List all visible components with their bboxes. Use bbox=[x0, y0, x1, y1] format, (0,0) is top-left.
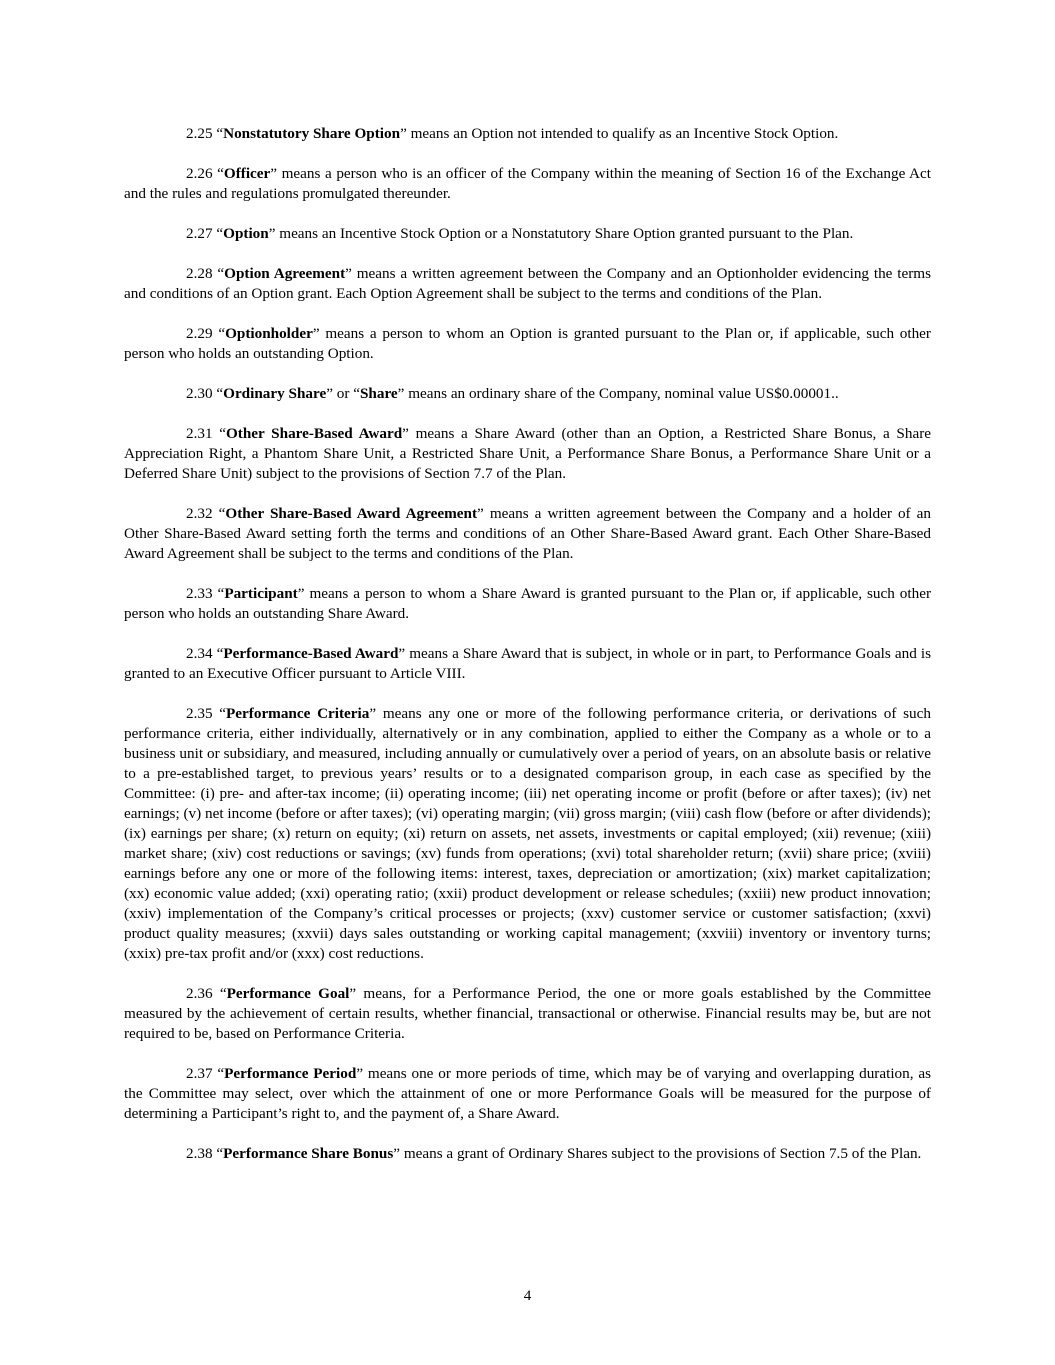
definition-text: means an ordinary share of the Company, nominal value US$0.00001.. bbox=[404, 385, 839, 402]
defined-term: Optionholder bbox=[225, 325, 313, 342]
definition-2-38: 2.38 “Performance Share Bonus” means a grant of Ordinary Shares subject to the provisions of Section 7.5 of the Plan. bbox=[186, 1145, 922, 1162]
defined-term: Nonstatutory Share Option bbox=[223, 125, 401, 142]
definition-text: means a person who is an officer of the Company within the meaning of Section 16 of the Exchange Act and the rules and regulations promulgated thereunder. bbox=[124, 165, 931, 202]
defined-term: Participant bbox=[224, 585, 298, 602]
defined-term: Performance Goal bbox=[226, 985, 350, 1002]
definition-number: 2.37 bbox=[186, 1065, 213, 1082]
defined-term-alt: Share bbox=[359, 385, 398, 402]
definition-2-29: 2.29 “Optionholder” means a person to whom an Option is granted pursuant to the Plan or, if applicable, such other person who holds an outstanding Option. bbox=[124, 325, 931, 362]
defined-term: Performance Share Bonus bbox=[223, 1145, 394, 1162]
definition-number: 2.32 bbox=[186, 505, 213, 522]
page-number: 4 bbox=[523, 1287, 532, 1304]
definition-number: 2.27 bbox=[186, 225, 213, 242]
definition-2-35: 2.35 “Performance Criteria” means any one or more of the following performance criteria, or derivations of such performance criteria, either individually, alternatively or in any combination, applied to either the Company as a whole or to a business unit or subsidiary, and measured, including annually or cumulatively over a period of years, on an absolute basis or relative to a pre-established target, to previous years’ results or to a designated comparison group, in each case as specified by the Committee: (i) pre- and after-tax income; (ii) operating income; (iii) net operating income or profit (before or after taxes); (iv) net earnings; (v) net income (before or after taxes); (vi) operating margin; (vii) gross margin; (viii) cash flow (before or after dividends); (ix) earnings per share; (x) return on equity; (xi) return on assets, net assets, investments or capital employed; (xii) revenue; (xiii) market share; (xiv) cost reductions or savings; (xv) funds from operations; (xvi) total shareholder return; (xvii) share price; (xviii) earnings before any one or more of the following items: interest, taxes, depreciation or amortization; (xix) market capitalization; (xx) economic value added; (xxi) operating ratio; (xxii) product development or release schedules; (xxiii) new product innovation; (xxiv) implementation of the Company’s critical processes or projects; (xxv) customer service or customer satisfaction; (xxvi) product quality measures; (xxvii) days sales outstanding or working capital management; (xxviii) inventory or inventory turns; (xxix) pre-tax profit and/or (xxx) cost reductions. bbox=[124, 705, 931, 962]
definition-2-30: 2.30 “Ordinary Share” or “Share” means an ordinary share of the Company, nominal value US$0.00001.. bbox=[186, 385, 839, 402]
definition-2-34: 2.34 “Performance-Based Award” means a Share Award that is subject, in whole or in part, to Performance Goals and is granted to an Executive Officer pursuant to Article VIII. bbox=[124, 645, 931, 682]
definition-2-25: 2.25 “Nonstatutory Share Option” means an Option not intended to qualify as an Incentive Stock Option. bbox=[186, 125, 839, 142]
definition-number: 2.34 bbox=[186, 645, 213, 662]
definition-text: means, for a Performance Period, the one or more goals established by the Committee measured by the achievement of certain results, whether financial, transactional or otherwise. Financial results may be, but are not required to be, based on Performance Criteria. bbox=[124, 985, 931, 1042]
definition-text: means a grant of Ordinary Shares subject to the provisions of Section 7.5 of the Plan. bbox=[400, 1145, 922, 1162]
defined-term: Performance Period bbox=[224, 1065, 357, 1082]
definition-text: means an Incentive Stock Option or a Nonstatutory Share Option granted pursuant to the Plan. bbox=[275, 225, 854, 242]
defined-term: Performance Criteria bbox=[226, 705, 370, 722]
defined-term: Officer bbox=[223, 165, 271, 182]
definition-text: means any one or more of the following performance criteria, or derivations of such performance criteria, either individually, alternatively or in any combination, applied to either the Company as a whole or to a business unit or subsidiary, and measured, including annually or cumulatively over a period of years, on an absolute basis or relative to a pre-established target, to previous years’ results or to a designated comparison group, in each case as specified by the Committee: (i) pre- and after-tax income; (ii) operating income; (iii) net operating income or profit (before or after taxes); (iv) net earnings; (v) net income (before or after taxes); (vi) operating margin; (vii) gross margin; (viii) cash flow (before or after dividends); (ix) earnings per share; (x) return on equity; (xi) return on assets, net assets, investments or capital employed; (xii) revenue; (xiii) market share; (xiv) cost reductions or savings; (xv) funds from operations; (xvi) total shareholder return; (xvii) share price; (xviii) earnings before any one or more of the following items: interest, taxes, depreciation or amortization; (xix) market capitalization; (xx) economic value added; (xxi) operating ratio; (xxii) product development or release schedules; (xxiii) new product innovation; (xxiv) implementation of the Company’s critical processes or projects; (xxv) customer service or customer satisfaction; (xxvi) product quality measures; (xxvii) days sales outstanding or working capital management; (xxviii) inventory or inventory turns; (xxix) pre-tax profit and/or (xxx) cost reductions. bbox=[124, 705, 931, 962]
defined-term: Performance-Based Award bbox=[223, 645, 399, 662]
definition-number: 2.35 bbox=[186, 705, 213, 722]
definition-2-28: 2.28 “Option Agreement” means a written agreement between the Company and an Optionholder evidencing the terms and conditions of an Option grant. Each Option Agreement shall be subject to the terms and conditions of the Plan. bbox=[124, 265, 931, 302]
definition-text: means one or more periods of time, which may be of varying and overlapping duration, as the Committee may select, over which the attainment of one or more Performance Goals will be measured for the purpose of determining a Participant’s right to, and the payment of, a Share Award. bbox=[124, 1065, 931, 1122]
definition-text: means a written agreement between the Company and an Optionholder evidencing the terms and conditions of an Option grant. Each Option Agreement shall be subject to the terms and conditions of the Plan. bbox=[124, 265, 931, 302]
definition-number: 2.36 bbox=[186, 985, 213, 1002]
definition-text: means a person to whom a Share Award is granted pursuant to the Plan or, if applicable, such other person who holds an outstanding Share Award. bbox=[124, 585, 931, 622]
definition-text: means a Share Award that is subject, in whole or in part, to Performance Goals and is granted to an Executive Officer pursuant to Article VIII. bbox=[124, 645, 931, 682]
definition-number: 2.33 bbox=[186, 585, 213, 602]
definition-connector: or “ bbox=[332, 385, 360, 402]
defined-term: Option bbox=[223, 225, 269, 242]
definition-number: 2.30 bbox=[186, 385, 213, 402]
definition-text: means a Share Award (other than an Option, a Restricted Share Bonus, a Share Appreciation Right, a Phantom Share Unit, a Restricted Share Unit, a Performance Share Bonus, a Performance Share Unit or a Deferred Share Unit) subject to the provisions of Section 7.7 of the Plan. bbox=[124, 425, 931, 482]
definition-number: 2.26 bbox=[186, 165, 213, 182]
definition-text: means an Option not intended to qualify as an Incentive Stock Option. bbox=[406, 125, 839, 142]
definition-text: means a person to whom an Option is granted pursuant to the Plan or, if applicable, such other person who holds an outstanding Option. bbox=[124, 325, 931, 362]
defined-term: Other Share-Based Award bbox=[225, 425, 403, 442]
definition-number: 2.38 bbox=[186, 1145, 213, 1162]
definition-number: 2.28 bbox=[186, 265, 213, 282]
definition-2-36: 2.36 “Performance Goal” means, for a Performance Period, the one or more goals established by the Committee measured by the achievement of certain results, whether financial, transactional or otherwise. Financial results may be, but are not required to be, based on Performance Criteria. bbox=[124, 985, 931, 1042]
definition-2-37: 2.37 “Performance Period” means one or more periods of time, which may be of varying and overlapping duration, as the Committee may select, over which the attainment of one or more Performance Goals will be measured for the purpose of determining a Participant’s right to, and the payment of, a Share Award. bbox=[124, 1065, 931, 1122]
definition-number: 2.29 bbox=[186, 325, 213, 342]
definition-number: 2.31 bbox=[186, 425, 213, 442]
defined-term: Ordinary Share bbox=[223, 385, 327, 402]
definition-text: means a written agreement between the Company and a holder of an Other Share-Based Award setting forth the terms and conditions of an Other Share-Based Award grant. Each Other Share-Based Award Agreement shall be subject to the terms and conditions of the Plan. bbox=[124, 505, 931, 562]
defined-term: Option Agreement bbox=[224, 265, 346, 282]
definition-2-33: 2.33 “Participant” means a person to whom a Share Award is granted pursuant to the Plan or, if applicable, such other person who holds an outstanding Share Award. bbox=[124, 585, 931, 622]
definition-number: 2.25 bbox=[186, 125, 213, 142]
definition-2-32: 2.32 “Other Share-Based Award Agreement” means a written agreement between the Company and a holder of an Other Share-Based Award setting forth the terms and conditions of an Other Share-Based Award grant. Each Other Share-Based Award Agreement shall be subject to the terms and conditions of the Plan. bbox=[124, 505, 931, 562]
definition-2-27: 2.27 “Option” means an Incentive Stock Option or a Nonstatutory Share Option granted pursuant to the Plan. bbox=[186, 225, 854, 242]
defined-term: Other Share-Based Award Agreement bbox=[225, 505, 477, 522]
definition-2-31: 2.31 “Other Share-Based Award” means a Share Award (other than an Option, a Restricted Share Bonus, a Share Appreciation Right, a Phantom Share Unit, a Restricted Share Unit, a Performance Share Bonus, a Performance Share Unit or a Deferred Share Unit) subject to the provisions of Section 7.7 of the Plan. bbox=[124, 425, 931, 482]
definition-2-26: 2.26 “Officer” means a person who is an officer of the Company within the meaning of Section 16 of the Exchange Act and the rules and regulations promulgated thereunder. bbox=[124, 165, 931, 202]
